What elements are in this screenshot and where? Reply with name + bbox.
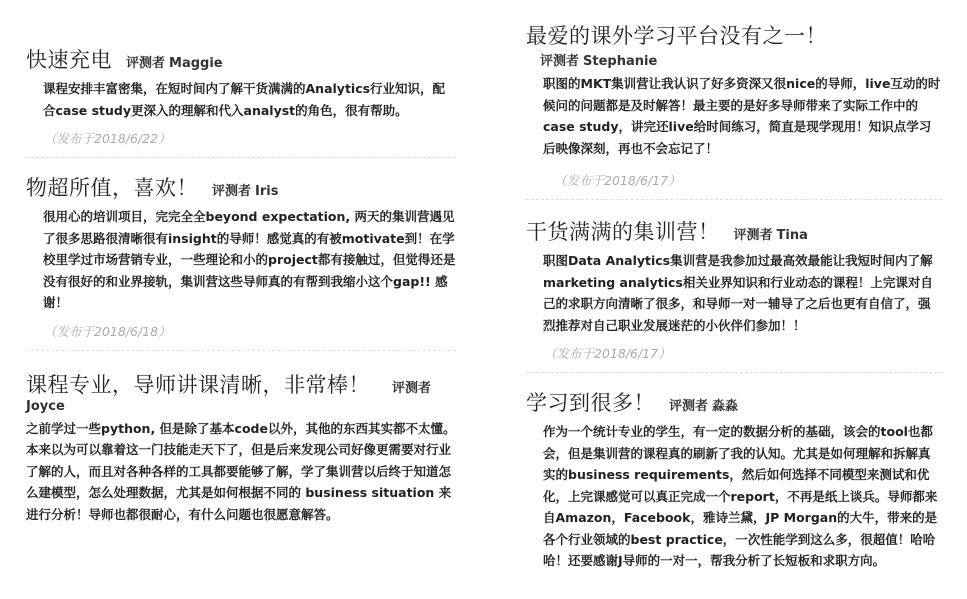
review-date: （发布于2018/6/17）	[554, 173, 681, 188]
reviews-left-column	[26, 0, 456, 525]
review-card	[526, 20, 942, 200]
review-card	[26, 369, 456, 526]
review-title: 课程专业，导师讲课清晰，非常棒！	[26, 372, 370, 397]
reviewer-label: 评测者	[540, 54, 580, 69]
reviewer-name: Tina	[776, 228, 808, 243]
divider	[526, 372, 942, 373]
review-card	[26, 44, 456, 158]
reviewer-name: 淼淼	[712, 399, 739, 414]
reviewer-name: Iris	[255, 184, 279, 199]
review-header	[26, 369, 456, 414]
review-card	[526, 387, 942, 572]
review-date: （发布于2018/6/17）	[544, 346, 671, 361]
review-header	[26, 44, 456, 74]
review-title: 最爱的课外学习平台没有之一！	[526, 24, 827, 48]
reviews-right-column	[526, 0, 942, 572]
review-card	[26, 172, 456, 351]
review-header	[26, 172, 456, 202]
reviewer-name: Joyce	[26, 398, 65, 414]
review-body: 课程安排丰富密集，在短时间内了解干货满满的Analytics行业知识，配合case study更深入的理解和代入analyst的角色，很有帮助。	[43, 81, 446, 118]
review-title: 干货满满的集训营！	[526, 220, 720, 244]
review-date: （发布于2018/6/22）	[44, 131, 171, 146]
review-date: （发布于2018/6/18）	[44, 323, 171, 339]
review-body: 作为一个统计专业的学生，有一定的数据分析的基础，该会的tool也都会，但是集训营的课程真的刷新了我的认知。尤其是如何理解和拆解真实的business requirements，然后如何选择不同模型来测试和优化，上完课感觉可以真正完成一个report，不再是纸上谈兵。导师都来自Amazon，Facebook，雅诗兰黛，JP Morgan的大牛，带来的是各个行业领域的best practice，一次性能学到这么多，很超值！哈哈哈！还要感谢J导师的一对一，帮我分析了长短板和求职方向。	[543, 424, 938, 568]
reviewer	[734, 224, 808, 243]
reviewer-label: 评测者	[669, 399, 709, 414]
review-body: 之前学过一些python, 但是除了基本code以外，其他的东西其实都不太懂。本来以为可以靠着这一门技能走天下了，但是后来发现公司好像更需要对行业了解的人，而且对各种各样的工具都要能够了解，学了集训营以后终于知道怎么建模型，怎么处理数据，尤其是如何根据不同的 business situation 来进行分析！导师也都很耐心，有什么问题也很愿意解答。	[26, 420, 456, 522]
review-card	[526, 216, 942, 373]
reviewer-label: 评测者	[733, 228, 773, 243]
review-body: 职图Data Analytics集训营是我参加过最高效最能让我短时间内了解marketing analytics相关业界知识和行业动态的课程！上完课对自己的求职方向清晰了很多，和导师一对一辅导了之后也更有自信了，强烈推荐对自己职业发展迷茫的小伙伴们参加！！	[543, 253, 933, 333]
reviewer-name: Stephanie	[583, 54, 658, 69]
reviewer-name: Maggie	[169, 56, 223, 71]
review-header	[526, 387, 942, 417]
review-body: 职图的MKT集训营让我认识了好多资深又很nice的导师，live互动的时候问的问题都是及时解答！最主要的是好多导师带来了实际工作中的case study，讲完还live给时间练习，简直是现学现用！知识点学习后映像深刻，再也不会忘记了！	[543, 76, 941, 156]
divider	[26, 350, 456, 351]
reviewer	[126, 52, 223, 71]
review-header	[526, 20, 942, 69]
reviewer	[212, 180, 278, 199]
reviewer	[669, 395, 738, 414]
review-title: 快速充电	[26, 48, 112, 72]
reviewer-label: 评测者	[392, 380, 432, 396]
review-header	[526, 216, 942, 246]
reviewer	[540, 50, 657, 69]
review-body: 很用心的培训项目，完完全全beyond expectation, 两天的集训营遇见了很多思路很清晰很有insight的导师！感觉真的有被motivate到！在学校里学过市场营销专业，一些理论和小的project都有接触过，但觉得还是没有很好的和业界接轨，集训营这些导师真的有帮到我缩小这个gap!! 感谢！	[43, 209, 456, 310]
reviewer	[392, 377, 431, 396]
reviewer-label: 评测者	[126, 56, 166, 71]
divider	[526, 199, 942, 200]
review-title: 学习到很多！	[526, 391, 655, 415]
divider	[26, 157, 456, 158]
review-title: 物超所值，喜欢！	[26, 176, 198, 200]
reviewer-label: 评测者	[212, 184, 252, 199]
